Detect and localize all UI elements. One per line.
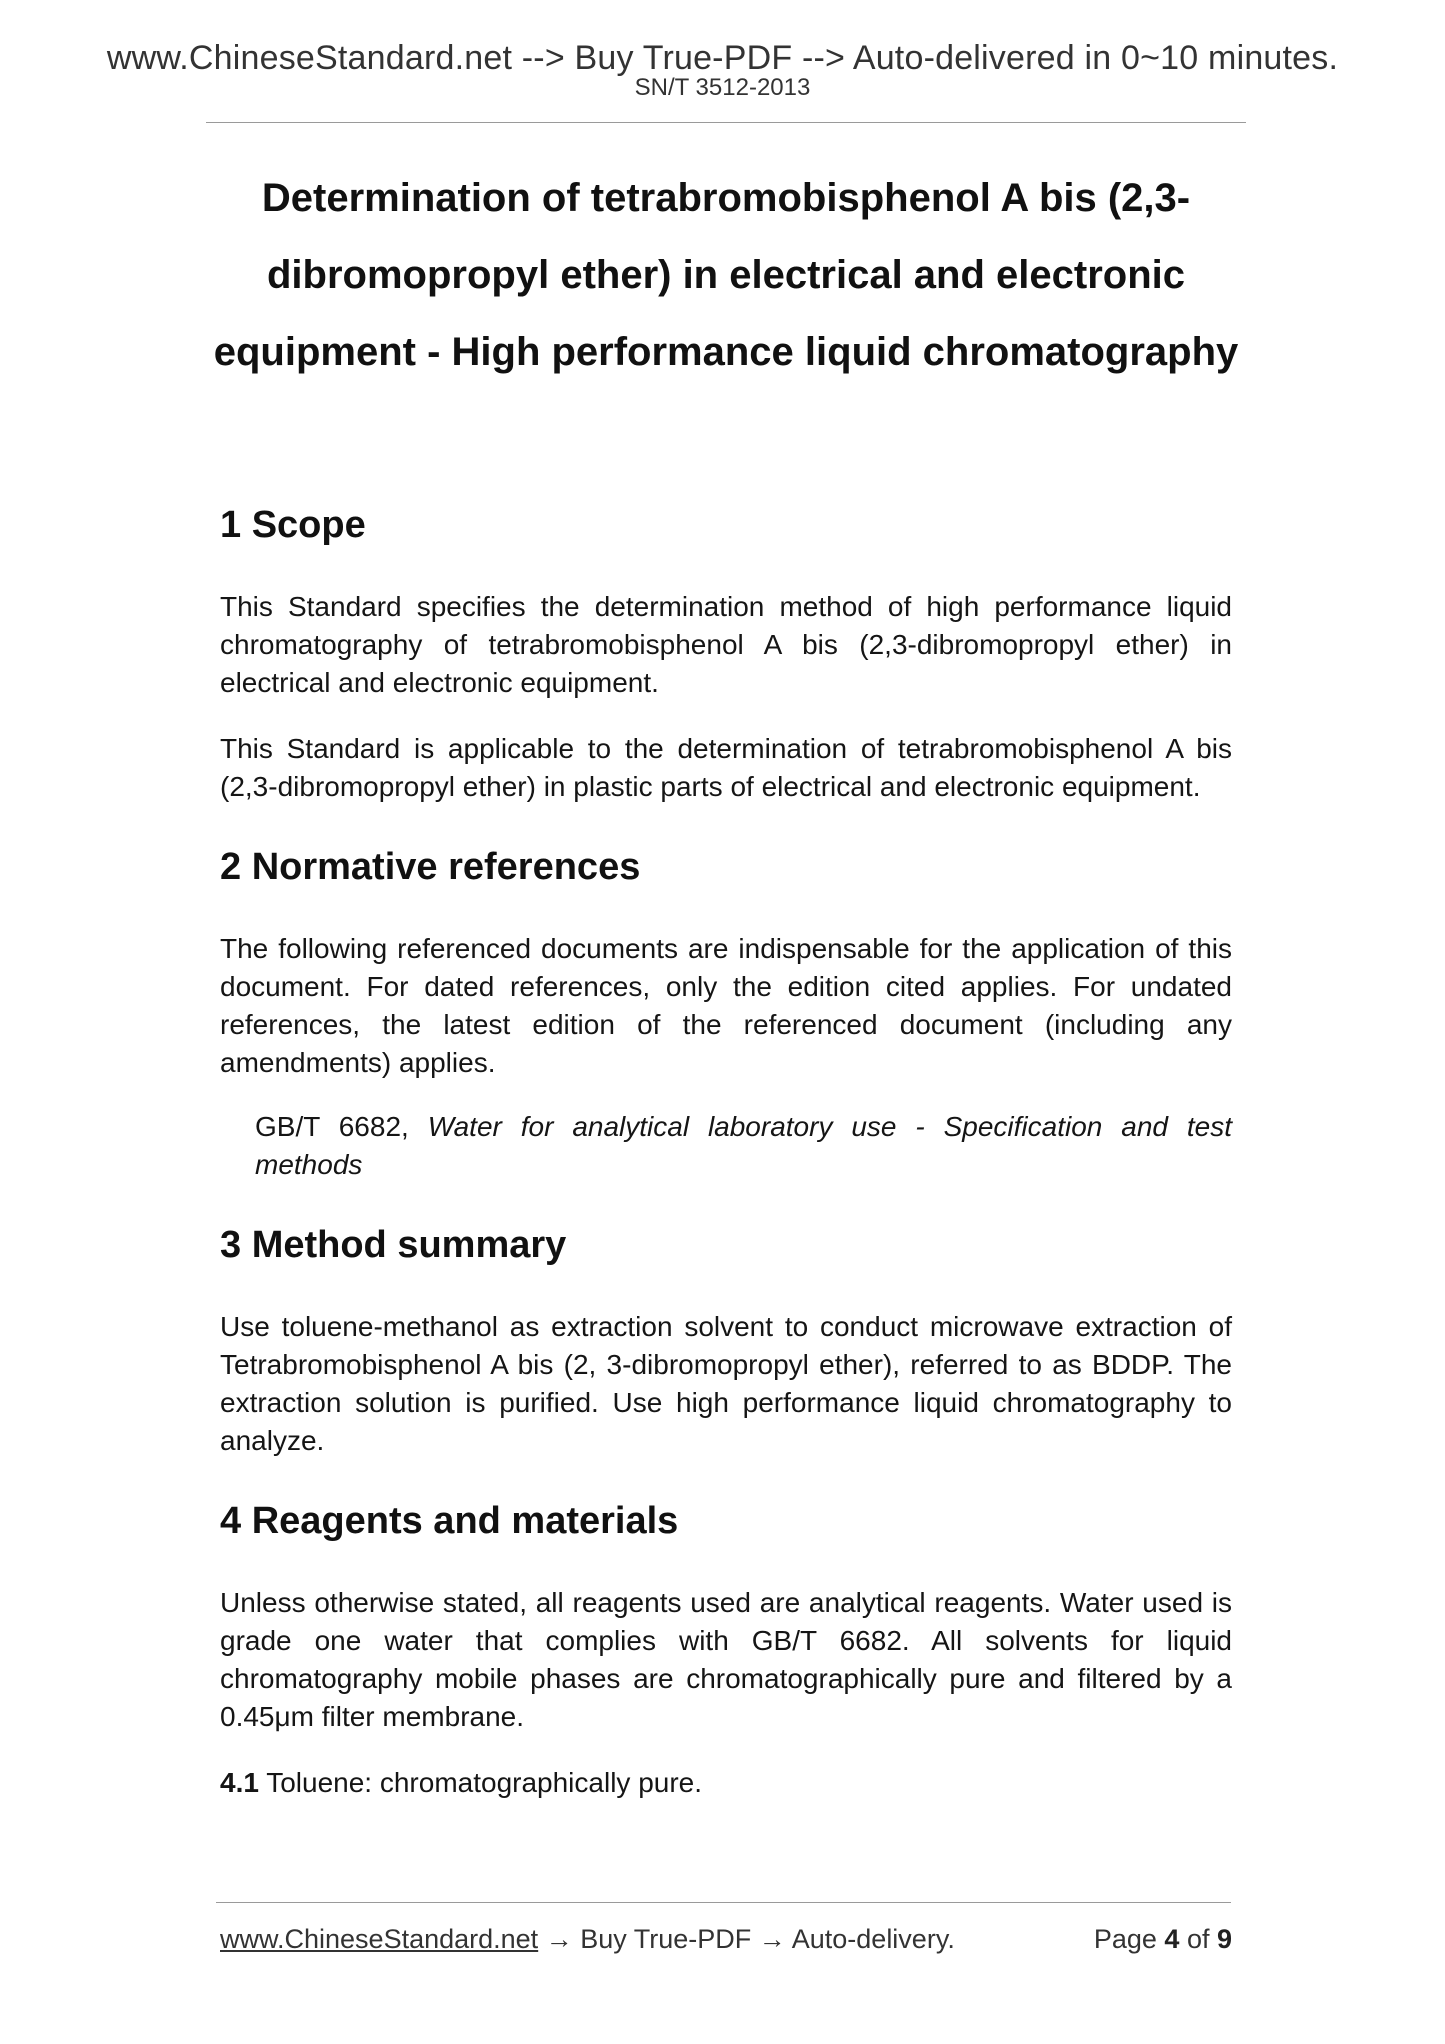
header-banner: www.ChineseStandard.net --> Buy True-PDF --> Auto-delivered in 0~10 minutes.: [106, 39, 1339, 77]
document-body: [220, 502, 1232, 1802]
title-line-3: equipment - High performance liquid chromatography: [213, 330, 1239, 374]
footer-promo-text: → Buy True-PDF → Auto-delivery.: [538, 1924, 955, 1954]
footer-promo: [220, 1922, 955, 1956]
reference-entry: [220, 1108, 1232, 1184]
page-indicator: [1094, 1922, 1232, 1956]
scope-paragraph-1: This Standard specifies the determination method of high performance liquid chromatography of tetrabromobisphenol A bis (2,3-dibromopropyl ether) in electrical and electronic equipment.: [220, 591, 1232, 698]
section-heading-method-summary: 3 Method summary: [220, 1224, 567, 1266]
method-paragraph: Use toluene-methanol as extraction solvent to conduct microwave extraction of Tetrabromobisphenol A bis (2, 3-dibromopropyl ether), referred to as BDDP. The extraction solution is purified. Use high performance liquid chromatography to analyze.: [220, 1311, 1232, 1456]
title-line-1: Determination of tetrabromobisphenol A bis (2,3-: [261, 176, 1191, 220]
section-heading-scope: 1 Scope: [220, 504, 366, 546]
page-of-label: of: [1179, 1924, 1217, 1954]
page-number: 4: [1164, 1924, 1180, 1954]
normative-paragraph: The following referenced documents are indispensable for the application of this document. For dated references, only the edition cited applies. For undated references, the latest edition of the referenced document (including any amendments) applies.: [220, 933, 1232, 1078]
footer-divider: [216, 1902, 1231, 1903]
page-total: 9: [1216, 1924, 1232, 1954]
reference-title: Water for analytical laboratory use - Specification and test methods: [255, 1111, 1232, 1180]
section-heading-reagents: 4 Reagents and materials: [220, 1500, 679, 1542]
footer-site-link[interactable]: www.ChineseStandard.net: [220, 1924, 539, 1954]
reagent-item: [220, 1764, 1232, 1802]
reagent-item-number: 4.1: [220, 1767, 259, 1798]
page-label: Page: [1093, 1924, 1165, 1954]
document-code: SN/T 3512-2013: [634, 74, 811, 101]
title-line-2: dibromopropyl ether) in electrical and electronic: [267, 253, 1185, 297]
reagent-item-text: Toluene: chromatographically pure.: [258, 1767, 703, 1798]
header-divider: [206, 122, 1246, 123]
reagents-paragraph: Unless otherwise stated, all reagents used are analytical reagents. Water used is grade one water that complies with GB/T 6682. All solvents for liquid chromatography mobile phases are chromatographically pure and filtered by a 0.45μm filter membrane.: [220, 1587, 1232, 1732]
section-heading-normative-references: 2 Normative references: [220, 846, 641, 888]
document-title: [206, 160, 1246, 391]
reference-code: GB/T 6682,: [255, 1111, 428, 1142]
scope-paragraph-2: This Standard is applicable to the determination of tetrabromobisphenol A bis (2,3-dibromopropyl ether) in plastic parts of electrical and electronic equipment.: [220, 733, 1232, 802]
